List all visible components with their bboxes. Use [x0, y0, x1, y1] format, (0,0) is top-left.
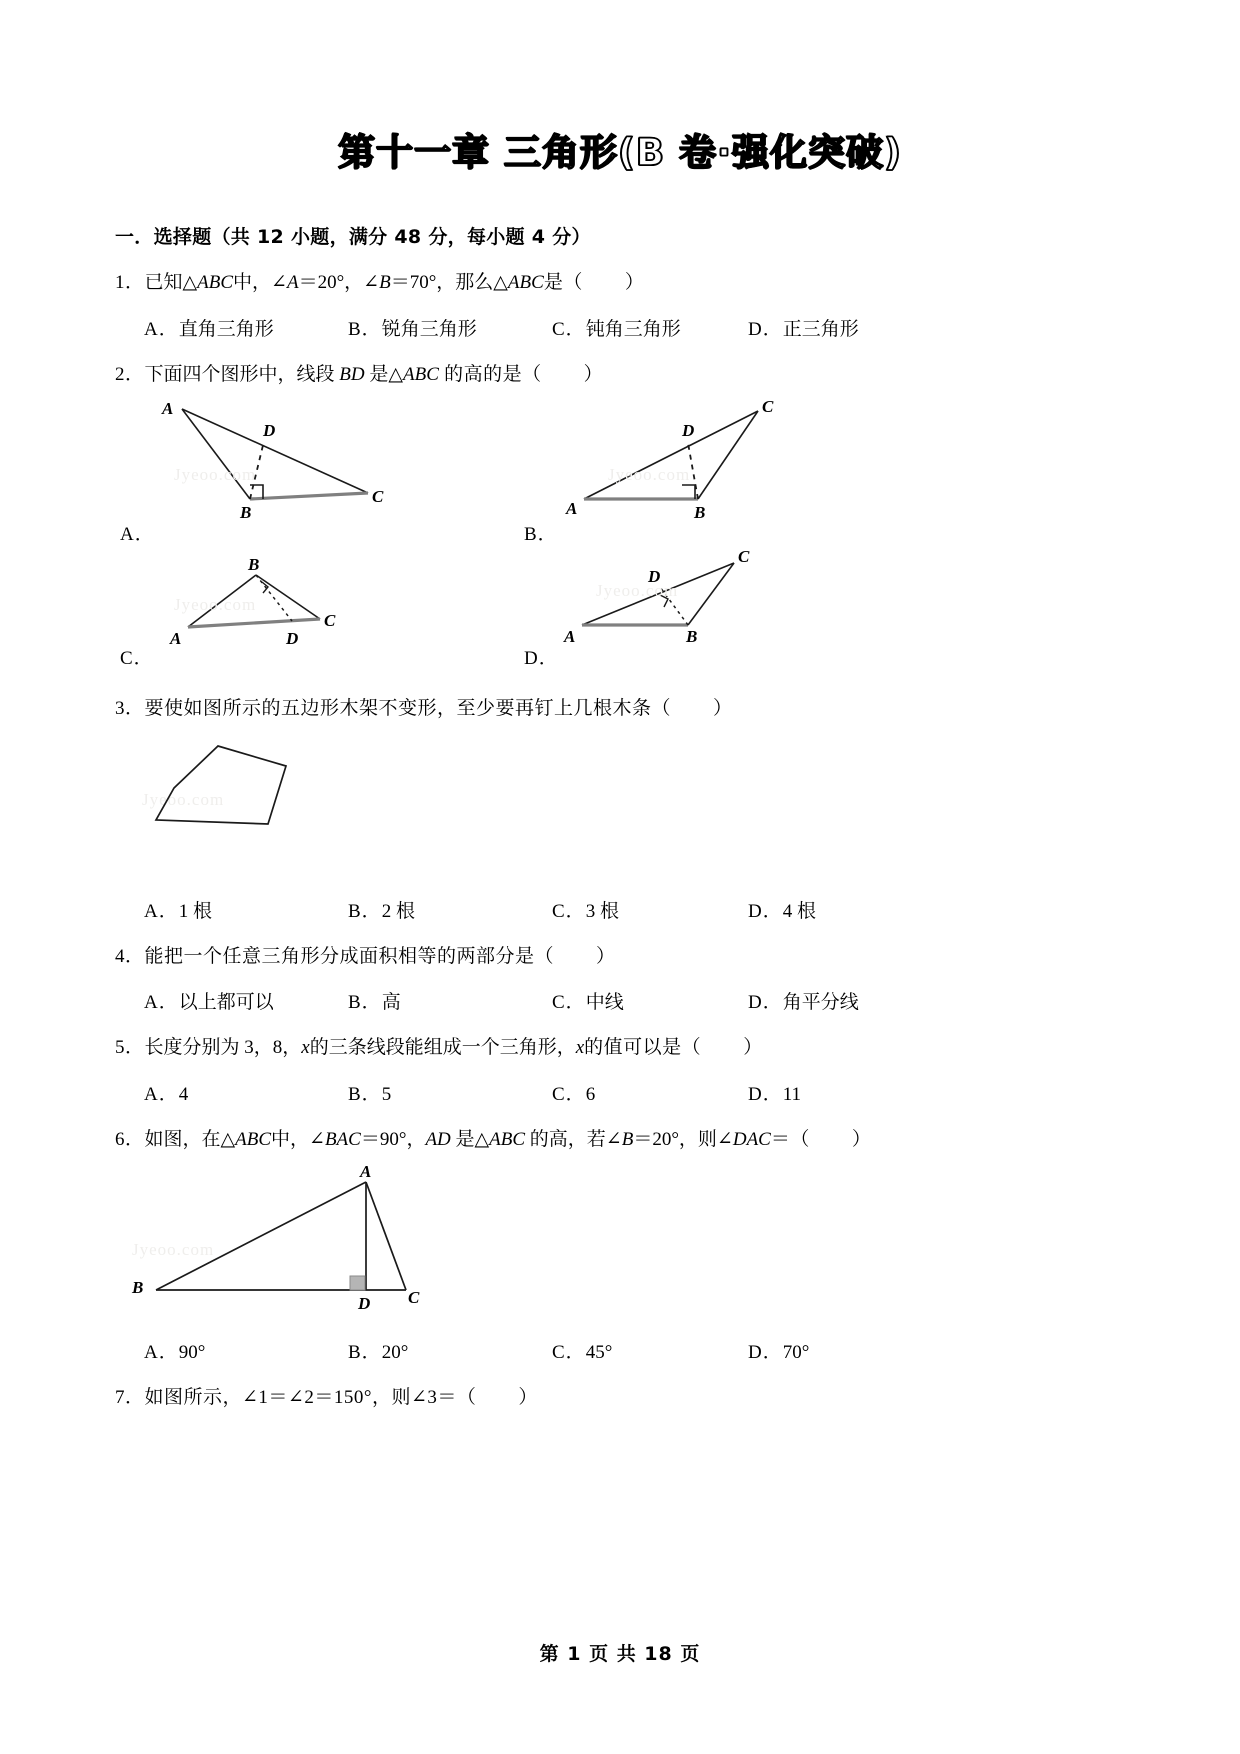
question-1-option-d[interactable] — [748, 314, 938, 341]
question-5-option-b[interactable] — [348, 1079, 552, 1106]
question-6-option-b-label: B． — [348, 1342, 382, 1363]
question-5-number: 5． — [115, 1037, 145, 1058]
question-5-math-m1: x — [301, 1037, 310, 1058]
question-2-number: 2． — [115, 363, 145, 385]
point-label-c4: C — [324, 611, 336, 630]
point-label-q6-b: B — [132, 1278, 144, 1297]
watermark-text: Jyeoo.com — [174, 595, 257, 614]
question-1-text-p5: 是（ — [543, 272, 583, 293]
question-4-text-p1: 能把一个任意三角形分成面积相等的两部分是（ — [144, 945, 555, 967]
point-label-c1: B — [248, 555, 260, 574]
question-6-option-b-value: 20° — [381, 1342, 409, 1363]
question-5-option-a-value: 4 — [178, 1083, 189, 1105]
question-6-option-a[interactable] — [144, 1337, 348, 1364]
question-4-option-b-value: 高 — [381, 992, 401, 1013]
watermark-text: Jyeoo.com — [174, 465, 257, 484]
question-3-option-a-value: 1 根 — [178, 900, 212, 922]
question-2-math-m2: ABC — [402, 363, 439, 385]
question-6-text-p8: ） — [851, 1128, 872, 1150]
question-6-text-p1: 如图，在△ — [144, 1128, 236, 1150]
question-6-math-m1: ABC — [235, 1128, 272, 1150]
question-5-option-b-value: 5 — [381, 1083, 392, 1105]
question-4-option-b-label: B． — [348, 992, 382, 1013]
point-label-d2: C — [738, 547, 750, 566]
point-label-c2: A — [170, 629, 182, 648]
question-4-option-a-value: 以上都可以 — [178, 992, 274, 1013]
question-3 — [112, 695, 1128, 724]
question-6-math-m6: DAC — [732, 1128, 771, 1150]
watermark-text: Jyeoo.com — [142, 789, 225, 809]
point-label-b1: D — [682, 421, 695, 440]
question-3-option-a[interactable] — [144, 896, 348, 923]
question-7-number: 7． — [115, 1387, 145, 1408]
question-5-option-a[interactable] — [144, 1079, 348, 1106]
question-1-option-d-label: D． — [748, 318, 783, 340]
question-1-options — [112, 314, 1128, 341]
question-1-text-p6: ） — [624, 272, 645, 293]
question-7-text-p1: 如图所示，∠1＝∠2＝150°，则∠3＝（ — [144, 1387, 477, 1408]
question-5-options — [112, 1079, 1128, 1106]
question-4-option-b[interactable] — [348, 987, 552, 1014]
question-5-text-p3: 的值可以是（ — [584, 1037, 702, 1058]
question-1-option-b-value: 锐角三角形 — [381, 318, 477, 340]
question-5-text-p2: 的三条线段能组成一个三角形， — [309, 1037, 576, 1058]
question-6 — [112, 1126, 1128, 1155]
question-6-text-p3: ＝90°， — [360, 1128, 426, 1150]
question-2-text-p2: 是△ — [364, 363, 403, 385]
question-1-math-m2: A — [286, 272, 299, 293]
question-7-text-p2: ） — [518, 1387, 538, 1408]
question-4-option-a-label: A． — [144, 992, 179, 1013]
watermark-text: Jyeoo.com — [132, 1240, 215, 1259]
point-label-b2: C — [762, 397, 774, 416]
question-2-math-m1: BD — [339, 363, 365, 385]
question-5 — [112, 1034, 1128, 1063]
question-1-text-p3: ＝20°，∠ — [298, 272, 380, 293]
section-heading: 一．选择题（共 12 小题，满分 48 分，每小题 4 分） — [115, 226, 591, 248]
question-1-math-m3: B — [379, 272, 391, 293]
question-2-figure-b-label: B． — [524, 524, 558, 545]
question-3-option-b[interactable] — [348, 896, 552, 923]
question-4-option-a[interactable] — [144, 987, 348, 1014]
question-3-option-d[interactable] — [748, 896, 938, 923]
question-3-text-p2: ） — [713, 698, 733, 719]
question-4-option-c-value: 中线 — [585, 992, 624, 1013]
question-1-number: 1． — [115, 272, 145, 293]
question-3-option-d-value: 4 根 — [782, 900, 816, 922]
question-2-figures — [112, 395, 1128, 669]
question-6-number: 6． — [115, 1128, 145, 1150]
point-label-d3: A — [564, 627, 576, 646]
question-1 — [112, 269, 1128, 298]
question-6-option-c-value: 45° — [585, 1342, 613, 1363]
question-5-option-a-label: A． — [144, 1083, 179, 1105]
question-5-option-d[interactable] — [748, 1079, 938, 1106]
point-label-b4: B — [694, 503, 706, 522]
question-1-math-m4: ABC — [507, 272, 544, 293]
question-6-math-m3: AD — [425, 1128, 451, 1150]
question-6-math-m5: B — [621, 1128, 634, 1150]
question-7 — [112, 1384, 1128, 1413]
watermark-text: Jyeoo.com — [608, 465, 691, 484]
question-1-option-a-label: A． — [144, 318, 179, 340]
point-label-q6-d: D — [358, 1294, 371, 1313]
question-2-text-p1: 下面四个图形中，线段 — [144, 363, 340, 385]
question-6-option-b[interactable] — [348, 1337, 552, 1364]
point-label-d4: B — [686, 627, 698, 646]
question-5-option-d-value: 11 — [782, 1083, 802, 1105]
question-5-text-p1: 长度分别为 3，8， — [144, 1037, 302, 1058]
triangle-diagram-b — [536, 399, 826, 519]
point-label-a1: A — [162, 399, 174, 418]
point-label-a4: C — [372, 487, 384, 506]
question-3-option-c[interactable] — [552, 896, 748, 923]
question-1-text-p4: ＝70°，那么△ — [390, 272, 508, 293]
question-3-option-b-value: 2 根 — [381, 900, 415, 922]
question-3-options — [112, 896, 1128, 923]
point-label-a2: D — [263, 421, 276, 440]
question-5-option-d-label: D． — [748, 1083, 783, 1105]
point-label-d1: D — [648, 567, 661, 586]
question-6-options — [112, 1337, 1128, 1364]
watermark-text: Jyeoo.com — [596, 581, 679, 600]
question-1-option-a-value: 直角三角形 — [178, 318, 274, 340]
question-2-text-p4: ） — [583, 363, 604, 385]
question-3-option-c-value: 3 根 — [585, 900, 619, 922]
question-6-text-p7: ＝（ — [770, 1128, 810, 1150]
question-4-option-d-value: 角平分线 — [782, 992, 859, 1013]
question-4-text-p2: ） — [596, 945, 616, 967]
question-3-figure — [112, 732, 1128, 862]
question-4-number: 4． — [115, 945, 145, 967]
question-5-text-p4: ） — [743, 1037, 763, 1058]
question-1-text-p1: 已知△ — [144, 272, 198, 293]
question-2 — [112, 361, 1128, 390]
question-2-text-p3: 的高的是（ — [438, 363, 542, 385]
question-3-option-a-label: A． — [144, 900, 179, 922]
question-6-figure — [112, 1160, 1128, 1325]
question-6-option-c-label: C． — [552, 1342, 586, 1363]
question-1-option-c-value: 钝角三角形 — [585, 318, 681, 340]
pentagon-frame-diagram — [140, 738, 340, 858]
question-2-figure-a-label: A． — [120, 524, 155, 545]
question-6-option-a-label: A． — [144, 1342, 179, 1363]
question-3-number: 3． — [115, 698, 145, 719]
question-1-option-d-value: 正三角形 — [782, 318, 859, 340]
question-4-option-c[interactable] — [552, 987, 748, 1014]
question-1-option-a[interactable] — [144, 314, 348, 341]
question-5-option-c[interactable] — [552, 1079, 748, 1106]
question-1-text-p2: 中，∠ — [233, 272, 287, 293]
question-3-text-p1: 要使如图所示的五边形木架不变形，至少要再钉上几根木条（ — [144, 698, 672, 719]
question-6-math-m4: ABC — [489, 1128, 526, 1150]
question-1-option-b-label: B． — [348, 318, 382, 340]
point-label-a3: B — [240, 503, 252, 522]
question-6-option-d-label: D． — [748, 1342, 783, 1363]
triangle-diagram-d — [536, 545, 826, 645]
question-3-option-b-label: B． — [348, 900, 382, 922]
point-label-q6-c: C — [408, 1288, 420, 1307]
triangle-diagram-q6 — [134, 1166, 454, 1312]
question-4 — [112, 943, 1128, 972]
question-6-option-c[interactable] — [552, 1337, 748, 1364]
question-2-figure-c-label: C． — [120, 648, 154, 669]
question-4-option-c-label: C． — [552, 992, 586, 1013]
question-2-figure-a — [120, 399, 422, 545]
question-1-option-c[interactable] — [552, 314, 748, 341]
question-6-option-a-value: 90° — [178, 1342, 206, 1363]
question-5-option-c-label: C． — [552, 1083, 586, 1105]
question-3-option-c-label: C． — [552, 900, 586, 922]
question-1-math-m1: ABC — [197, 272, 234, 293]
question-6-option-d-value: 70° — [782, 1342, 810, 1363]
question-3-option-d-label: D． — [748, 900, 783, 922]
question-1-option-b[interactable] — [348, 314, 552, 341]
question-6-text-p2: 中，∠ — [271, 1128, 325, 1150]
question-2-figure-b — [524, 397, 826, 545]
point-label-c3: D — [286, 629, 299, 648]
question-4-option-d[interactable] — [748, 987, 938, 1014]
point-label-b3: A — [566, 499, 578, 518]
question-6-text-p6: ＝20°，则∠ — [633, 1128, 733, 1150]
question-2-figure-d-label: D． — [524, 648, 559, 669]
question-5-option-b-label: B． — [348, 1083, 382, 1105]
question-4-options — [112, 987, 1128, 1014]
question-1-option-c-label: C． — [552, 318, 586, 340]
question-6-text-p4: 是△ — [450, 1128, 490, 1150]
question-4-option-d-label: D． — [748, 992, 783, 1013]
point-label-q6-a: A — [360, 1162, 372, 1181]
question-6-math-m2: BAC — [324, 1128, 361, 1150]
question-5-option-c-value: 6 — [585, 1083, 596, 1105]
page-title: 第十一章 三角形(B 卷·强化突破) — [338, 131, 902, 174]
question-6-text-p5: 的高，若∠ — [525, 1128, 622, 1150]
question-6-option-d[interactable] — [748, 1337, 938, 1364]
question-2-figure-d — [524, 545, 826, 669]
question-2-figure-c — [120, 555, 422, 669]
question-5-math-m2: x — [575, 1037, 585, 1058]
page-footer: 第 1 页 共 18 页 — [539, 1643, 701, 1665]
